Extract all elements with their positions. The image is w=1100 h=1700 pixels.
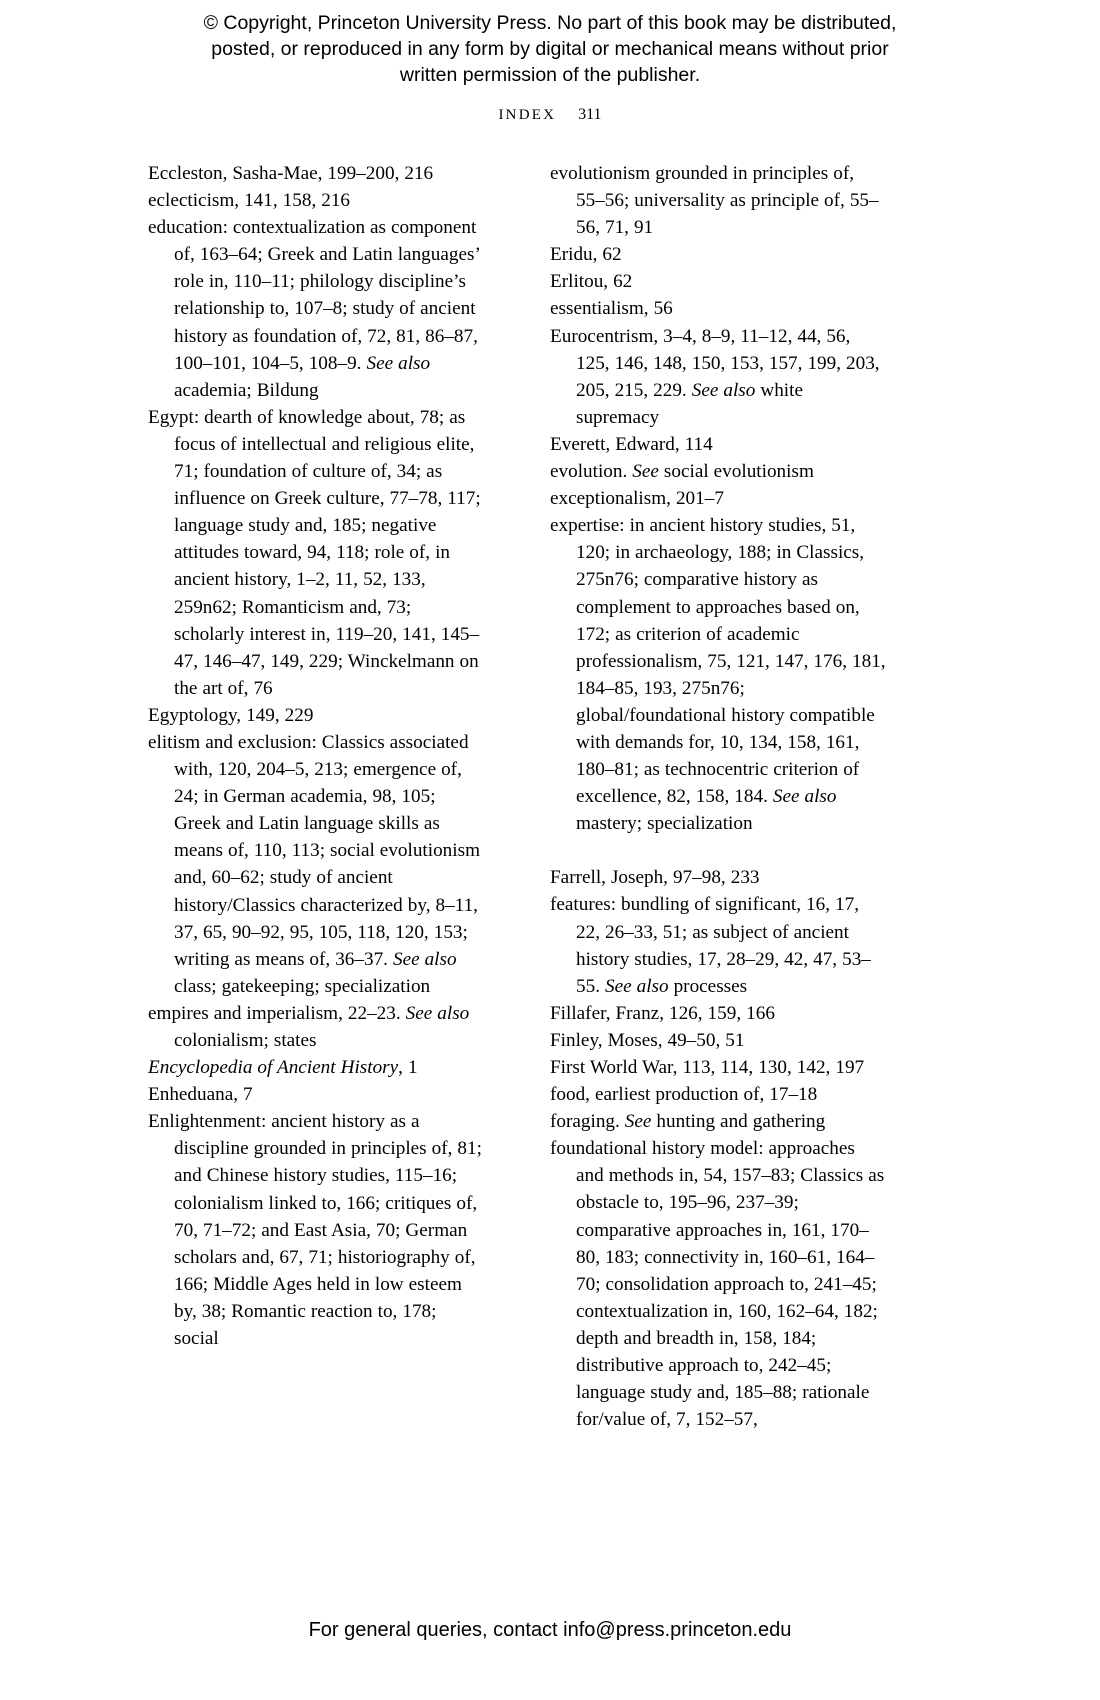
index-column-left xyxy=(148,160,484,1433)
index-entry: Enheduana, 7 xyxy=(148,1084,253,1106)
index-entry: Eccleston, Sasha-Mae, 199–200, 216 xyxy=(148,163,434,184)
index-entry: features: bundling of significant, 16, 17, 22, 26–33, 51; as subject of ancient history studies, 17, 28–29, 42, 47, 53–55. See also processes xyxy=(550,894,871,997)
index-entry: evolutionism grounded in principles of, 55–56; universality as principle of, 55–56, 71, 91 xyxy=(550,163,879,239)
index-entry: Erlitou, 62 xyxy=(550,271,633,293)
index-entry: empires and imperialism, 22–23. See also colonialism; states xyxy=(148,1002,470,1051)
index-column-right xyxy=(550,160,886,1433)
copyright-notice: © Copyright, Princeton University Press. No part of this book may be distributed, posted, or reproduced in any form by digital or mechanical means without prior written permission of the publisher. xyxy=(203,12,897,86)
index-entry: Farrell, Joseph, 97–98, 233 xyxy=(550,867,760,889)
index-entry: Egyptology, 149, 229 xyxy=(148,704,314,726)
running-head xyxy=(0,106,1100,124)
running-head-title: INDEX xyxy=(498,107,557,123)
index-entry: First World War, 113, 114, 130, 142, 197 xyxy=(550,1057,865,1078)
index-entry: Fillafer, Franz, 126, 159, 166 xyxy=(550,1002,775,1024)
index-entry: Eurocentrism, 3–4, 8–9, 11–12, 44, 56, 125, 146, 148, 150, 153, 157, 199, 203, 205, 215, 229. See also white supremacy xyxy=(550,325,880,428)
index-entry: Finley, Moses, 49–50, 51 xyxy=(550,1029,745,1051)
index-entry: Egypt: dearth of knowledge about, 78; as focus of intellectual and religious elite, 71; foundation of culture of, 34; as influence on Greek culture, 77–78, 117; language study and, 185; negative attitudes toward, 94, 118; role of, in ancient history, 1–2, 11, 52, 133, 259n62; Romanticism and, 73; scholarly interest in, 119–20, 141, 145–47, 146–47, 149, 229; Winckelmann on the art of, 76 xyxy=(148,406,481,699)
page-footer: For general queries, contact info@press.princeton.edu xyxy=(308,1619,792,1641)
page-number: 311 xyxy=(578,106,602,123)
index-entry: Everett, Edward, 114 xyxy=(550,433,713,455)
index-columns xyxy=(148,160,960,1433)
index-entry: Encyclopedia of Ancient History, 1 xyxy=(148,1057,418,1079)
index-entry: eclecticism, 141, 158, 216 xyxy=(148,190,351,212)
index-entry: essentialism, 56 xyxy=(550,298,673,320)
index-entry: evolution. See social evolutionism xyxy=(550,461,814,483)
index-entry: exceptionalism, 201–7 xyxy=(550,488,724,510)
index-entry: elitism and exclusion: Classics associated with, 120, 204–5, 213; emergence of, 24; in German academia, 98, 105; Greek and Latin language skills as means of, 110, 113; social evolutionism and, 60–62; study of ancient history/Classics characterized by, 8–11, 37, 65, 90–92, 95, 105, 118, 120, 153; writing as means of, 36–37. See also class; gatekeeping; specialization xyxy=(148,731,481,997)
index-entry: Eridu, 62 xyxy=(550,244,622,266)
index-entry: expertise: in ancient history studies, 51, 120; in archaeology, 188; in Classics, 275n76; comparative history as complement to approaches based on, 172; as criterion of academic professionalism, 75, 121, 147, 176, 181, 184–85, 193, 275n76; global/foundational history compatible with demands for, 10, 134, 158, 161, 180–81; as technocentric criterion of excellence, 82, 158, 184. See also mastery; specialization xyxy=(550,515,886,835)
index-entry: food, earliest production of, 17–18 xyxy=(550,1084,818,1106)
index-entry: Enlightenment: ancient history as a discipline grounded in principles of, 81; and Chinese history studies, 115–16; colonialism linked to, 166; critiques of, 70, 71–72; and East Asia, 70; German scholars and, 67, 71; historiography of, 166; Middle Ages held in low esteem by, 38; Romantic reaction to, 178; social xyxy=(148,1111,482,1350)
index-entry: education: contextualization as component of, 163–64; Greek and Latin languages’ role in, 110–11; philology discipline’s relationship to, 107–8; study of ancient history as foundation of, 72, 81, 86–87, 100–101, 104–5, 108–9. See also academia; Bildung xyxy=(148,217,480,401)
index-entry: foundational history model: approaches and methods in, 54, 157–83; Classics as obstacle to, 195–96, 237–39; comparative approaches in, 161, 170–80, 183; connectivity in, 160–61, 164–70; consolidation approach to, 241–45; contextualization in, 160, 162–64, 182; depth and breadth in, 158, 184; distributive approach to, 242–45; language study and, 185–88; rationale for/value of, 7, 152–57, xyxy=(550,1138,885,1431)
index-entry: foraging. See hunting and gathering xyxy=(550,1111,826,1133)
